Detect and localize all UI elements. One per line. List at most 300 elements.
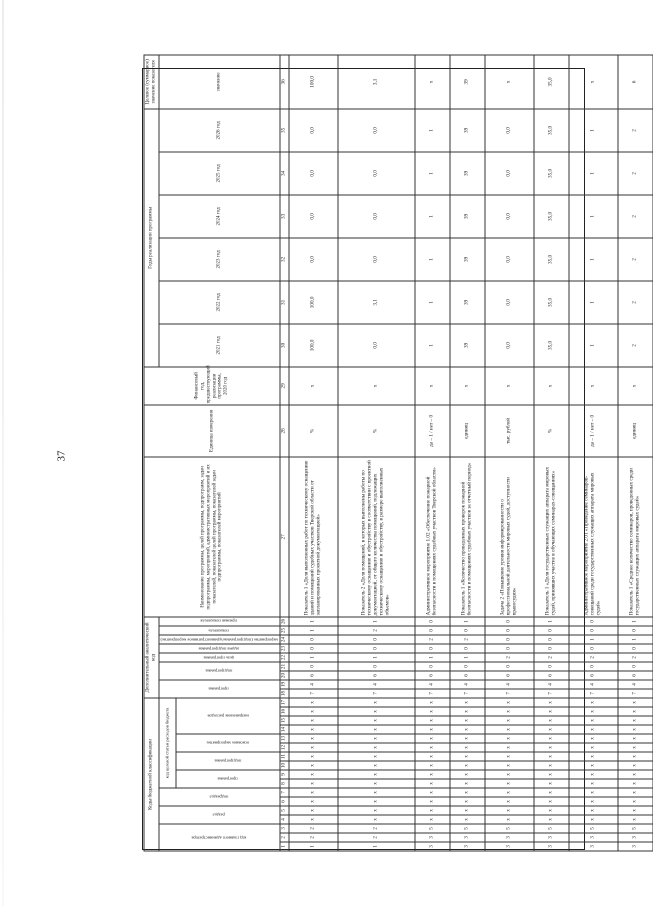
row-year-value: 35,0 — [533, 194, 568, 237]
column-number: 15 — [280, 716, 289, 725]
code-cell: x — [449, 707, 484, 716]
code-cell: x — [338, 752, 415, 761]
header-years: Годы реализации программы — [144, 108, 159, 366]
row-year-value: 1 — [414, 280, 449, 323]
row-unit: да – 1 / нет – 0 — [568, 404, 617, 456]
code-cell: 2 — [568, 653, 617, 662]
row-year-value: 1 — [414, 151, 449, 194]
code-cell: x — [533, 788, 568, 797]
code-cell: x — [568, 716, 617, 725]
column-number: 16 — [280, 707, 289, 716]
row-final-value: x — [568, 54, 617, 108]
code-cell: x — [338, 797, 415, 806]
header-year-2021: 2021 год — [158, 323, 280, 366]
code-cell: x — [484, 716, 533, 725]
code-cell: x — [289, 761, 338, 770]
code-cell: x — [414, 815, 449, 824]
row-year-value: 2 — [617, 108, 652, 151]
column-number: 32 — [280, 237, 289, 280]
column-number: 2 — [280, 833, 289, 842]
header-year-2026: 2026 год — [158, 108, 280, 151]
code-cell: x — [484, 806, 533, 815]
column-number: 14 — [280, 725, 289, 734]
code-cell: x — [289, 806, 338, 815]
code-cell: x — [484, 743, 533, 752]
code-cell: 6 — [533, 671, 568, 680]
row-year-value: 2 — [617, 194, 652, 237]
code-cell: x — [449, 806, 484, 815]
row-year-value: 0,0 — [484, 323, 533, 366]
code-cell: 1 — [449, 653, 484, 662]
code-cell: x — [484, 779, 533, 788]
header-csr: код целевой статьи расходов бюджета — [158, 698, 176, 788]
row-year-value: 0,0 — [338, 108, 415, 151]
code-cell: x — [338, 770, 415, 779]
row-year-value: 1 — [568, 237, 617, 280]
code-cell: x — [414, 743, 449, 752]
column-number: 31 — [280, 280, 289, 323]
row-year-value: 0,0 — [338, 151, 415, 194]
code-cell: 6 — [414, 671, 449, 680]
row-year-value: 39 — [449, 323, 484, 366]
row-year-value: 1 — [414, 108, 449, 151]
column-number: 3 — [280, 824, 289, 833]
code-cell: 1 — [289, 626, 338, 635]
code-cell: 2 — [533, 653, 568, 662]
column-number: 34 — [280, 151, 289, 194]
code-cell: 0 — [414, 626, 449, 635]
page-number: 37 — [55, 450, 68, 462]
code-cell: x — [414, 734, 449, 743]
code-cell: 3 — [617, 842, 652, 851]
code-cell: x — [617, 815, 652, 824]
header-csr-main-event: основное мероприятие — [176, 734, 280, 752]
row-year-value: 0,0 — [484, 194, 533, 237]
code-cell: x — [289, 716, 338, 725]
code-cell: 1 — [338, 616, 415, 625]
header-prog: программа — [158, 680, 280, 698]
row-year-value: 39 — [449, 151, 484, 194]
row-name: Задача 2 «Повышение уровня информированности о профессиональной деятельности мировых судей, доступности правосудия» — [484, 456, 533, 616]
code-cell: 6 — [484, 671, 533, 680]
code-cell: x — [338, 779, 415, 788]
column-number: 19 — [280, 680, 289, 689]
code-cell: x — [338, 716, 415, 725]
table-row — [289, 54, 338, 850]
row-year-value: 1 — [568, 194, 617, 237]
code-cell: x — [449, 725, 484, 734]
row-base-year: x — [617, 366, 652, 404]
code-cell: x — [617, 743, 652, 752]
row-year-value: 0,0 — [338, 237, 415, 280]
code-cell: x — [533, 815, 568, 824]
code-cell: x — [289, 752, 338, 761]
row-year-value: 0,0 — [484, 108, 533, 151]
code-cell: x — [617, 734, 652, 743]
code-cell: 7 — [414, 689, 449, 698]
code-cell: x — [533, 797, 568, 806]
code-cell: 0 — [289, 644, 338, 653]
header-additional-code: Дополнительный аналитический код — [144, 616, 159, 697]
code-cell: x — [568, 815, 617, 824]
code-cell: x — [414, 806, 449, 815]
code-cell: x — [338, 743, 415, 752]
code-cell: x — [617, 698, 652, 707]
table-body — [289, 54, 653, 850]
code-cell: x — [484, 707, 533, 716]
code-cell: 3 — [414, 842, 449, 851]
code-cell: x — [289, 788, 338, 797]
code-cell: x — [617, 716, 652, 725]
header-razdel: раздел — [158, 806, 280, 824]
code-cell: 3 — [617, 833, 652, 842]
row-base-year: x — [449, 366, 484, 404]
code-cell: x — [414, 716, 449, 725]
code-cell: 7 — [484, 689, 533, 698]
header-year-2022: 2022 год — [158, 280, 280, 323]
table-row — [449, 54, 484, 850]
code-cell: x — [617, 797, 652, 806]
code-cell: x — [449, 716, 484, 725]
code-cell: x — [289, 770, 338, 779]
table-row — [414, 54, 449, 850]
code-cell: 2 — [617, 653, 652, 662]
code-cell: 1 — [617, 635, 652, 644]
code-cell: 0 — [484, 635, 533, 644]
code-cell: 0 — [449, 626, 484, 635]
row-final-value: 35,0 — [533, 54, 568, 108]
column-number: 6 — [280, 797, 289, 806]
row-year-value: 35,0 — [533, 323, 568, 366]
code-cell: 4 — [289, 680, 338, 689]
code-cell: x — [568, 752, 617, 761]
table-row — [617, 54, 652, 850]
column-number: 20 — [280, 671, 289, 680]
code-cell: x — [533, 779, 568, 788]
code-cell: 0 — [289, 662, 338, 671]
code-cell: x — [484, 752, 533, 761]
code-cell: x — [289, 707, 338, 716]
row-year-value: 2 — [617, 280, 652, 323]
code-cell: 4 — [617, 680, 652, 689]
header-budget-classification: Коды бюджетной классификации — [144, 698, 159, 851]
code-cell: x — [414, 725, 449, 734]
code-cell: 4 — [414, 680, 449, 689]
code-cell: 1 — [289, 842, 338, 851]
code-cell: 3 — [568, 833, 617, 842]
row-year-value: 0,0 — [338, 194, 415, 237]
code-cell: x — [289, 797, 338, 806]
code-cell: x — [414, 797, 449, 806]
row-year-value: 2 — [617, 151, 652, 194]
code-cell: x — [338, 788, 415, 797]
column-number: 25 — [280, 626, 289, 635]
row-base-year: x — [414, 366, 449, 404]
code-cell: 0 — [289, 635, 338, 644]
header-task: задача подпрограммы — [158, 644, 280, 653]
row-final-value: x — [414, 54, 449, 108]
code-cell: x — [414, 752, 449, 761]
code-cell: 4 — [484, 680, 533, 689]
code-cell: x — [484, 788, 533, 797]
column-number: 23 — [280, 644, 289, 653]
column-number: 13 — [280, 734, 289, 743]
code-cell: 5 — [414, 824, 449, 833]
code-cell: x — [449, 788, 484, 797]
code-cell: 1 — [289, 616, 338, 625]
rotated-table-sheet — [142, 58, 640, 850]
row-base-year: x — [338, 366, 415, 404]
header-admin-code: код главного администратора — [158, 824, 280, 851]
code-cell: x — [533, 761, 568, 770]
column-number: 8 — [280, 779, 289, 788]
code-cell: x — [484, 797, 533, 806]
code-cell: 1 — [338, 842, 415, 851]
column-number: 26 — [280, 616, 289, 625]
header-subprog: подпрограмма — [158, 662, 280, 680]
code-cell: 4 — [449, 680, 484, 689]
header-final-sub: значение — [158, 54, 280, 108]
code-cell: 3 — [414, 833, 449, 842]
code-cell: 7 — [449, 689, 484, 698]
code-cell: 7 — [568, 689, 617, 698]
code-cell: 5 — [484, 824, 533, 833]
code-cell: x — [568, 743, 617, 752]
row-year-value: 39 — [449, 194, 484, 237]
row-year-value: 2 — [617, 237, 652, 280]
header-final-value: Целевое (суммарное) значение показателя — [144, 54, 159, 108]
code-cell: x — [289, 743, 338, 752]
code-cell: 0 — [484, 626, 533, 635]
code-cell: x — [533, 716, 568, 725]
header-csr-subprogram: подпрограмма — [176, 752, 280, 770]
row-base-year: x — [484, 366, 533, 404]
code-cell: 6 — [617, 671, 652, 680]
code-cell: x — [289, 815, 338, 824]
code-cell: x — [533, 698, 568, 707]
row-name: Показатель 1 «Доля государственных служащих аппарата мировых судей, принявших участие в обучающих семинарах-совещаниях» — [533, 456, 568, 616]
code-cell: 0 — [568, 662, 617, 671]
code-cell: x — [568, 770, 617, 779]
table-rotation-frame — [143, 58, 640, 851]
code-cell: 2 — [484, 653, 533, 662]
code-cell: 3 — [449, 842, 484, 851]
code-cell: 1 — [617, 616, 652, 625]
code-cell: x — [338, 815, 415, 824]
column-number: 17 — [280, 698, 289, 707]
table-row — [568, 54, 617, 850]
column-number: 7 — [280, 788, 289, 797]
column-number: 36 — [280, 54, 289, 108]
code-cell: 2 — [338, 833, 415, 842]
code-cell: 2 — [289, 833, 338, 842]
code-cell: x — [449, 797, 484, 806]
code-cell: 4 — [533, 680, 568, 689]
column-number: 9 — [280, 770, 289, 779]
row-final-value: 6 — [617, 54, 652, 108]
row-name: Показатель 1 «Доля выполненных работ по техническому оснащению зданий и помещений судебных участков Тверской области от запланированных проектной документацией» — [289, 456, 338, 616]
code-cell: x — [289, 779, 338, 788]
code-cell: x — [414, 770, 449, 779]
code-cell: x — [617, 761, 652, 770]
header-indicator-sign: признак показателя — [158, 616, 280, 625]
column-number: 12 — [280, 743, 289, 752]
row-name: Показатель 1 «Среднее количество семинаров, проведенных среди государственных служащих аппарата мировых судей» — [617, 456, 652, 616]
code-cell: 3 — [484, 842, 533, 851]
header-year-2025: 2025 год — [158, 151, 280, 194]
code-cell: 2 — [449, 635, 484, 644]
code-cell: x — [449, 752, 484, 761]
code-cell: 0 — [617, 626, 652, 635]
column-number: 21 — [280, 662, 289, 671]
code-cell: 0 — [533, 644, 568, 653]
row-year-value: 1 — [414, 237, 449, 280]
column-number: 27 — [280, 456, 289, 616]
code-cell: x — [414, 698, 449, 707]
row-base-year: x — [289, 366, 338, 404]
code-cell: 3 — [484, 833, 533, 842]
column-number: 24 — [280, 635, 289, 644]
code-cell: 0 — [568, 616, 617, 625]
code-cell: x — [617, 770, 652, 779]
row-unit: единиц — [449, 404, 484, 456]
code-cell: 2 — [289, 824, 338, 833]
row-year-value: 35,0 — [533, 108, 568, 151]
row-unit: единиц — [617, 404, 652, 456]
code-cell: x — [338, 761, 415, 770]
code-cell: x — [449, 734, 484, 743]
code-cell: x — [617, 779, 652, 788]
code-cell: x — [449, 779, 484, 788]
header-name: Наименование программы, целей программы, подпрограмм, задач подпрограммы, мероприятий, административных мероприятий и их показателей, показателей целей программы, показателей задач подпрограммы, показателей мероприятий — [144, 456, 280, 616]
row-final-value: 100,0 — [289, 54, 338, 108]
table-row — [533, 54, 568, 850]
column-number: 33 — [280, 194, 289, 237]
code-cell: x — [568, 761, 617, 770]
row-year-value: 39 — [449, 108, 484, 151]
code-cell: x — [449, 815, 484, 824]
code-cell: x — [338, 806, 415, 815]
code-cell: 6 — [338, 671, 415, 680]
row-year-value: 1 — [414, 194, 449, 237]
code-cell: 7 — [289, 689, 338, 698]
row-unit: тыс. рублей — [484, 404, 533, 456]
header-row-1 — [144, 54, 159, 850]
code-cell: 1 — [449, 616, 484, 625]
code-cell: x — [533, 752, 568, 761]
code-cell: 0 — [414, 662, 449, 671]
header-event: мероприятие (подпрограммы/административное мероприятие) — [158, 635, 280, 644]
column-number: 18 — [280, 689, 289, 698]
header-goal: цель программы — [158, 653, 280, 662]
code-cell: x — [414, 779, 449, 788]
code-cell: 0 — [484, 662, 533, 671]
code-cell: 3 — [533, 842, 568, 851]
code-cell: x — [449, 743, 484, 752]
code-cell: 0 — [533, 626, 568, 635]
column-number: 35 — [280, 108, 289, 151]
code-cell: 5 — [533, 824, 568, 833]
code-cell: x — [617, 752, 652, 761]
code-cell: x — [617, 806, 652, 815]
code-cell: 0 — [617, 644, 652, 653]
code-cell: 5 — [617, 824, 652, 833]
code-cell: x — [338, 725, 415, 734]
column-number: 11 — [280, 752, 289, 761]
code-cell: x — [414, 707, 449, 716]
code-cell: 6 — [289, 671, 338, 680]
code-cell: 2 — [338, 626, 415, 635]
code-cell: 6 — [568, 671, 617, 680]
row-final-value: x — [484, 54, 533, 108]
code-cell: x — [484, 734, 533, 743]
row-base-year: x — [533, 366, 568, 404]
code-cell: x — [533, 770, 568, 779]
header-indicator: показатель — [158, 626, 280, 635]
code-cell: x — [533, 743, 568, 752]
code-cell: x — [289, 698, 338, 707]
row-year-value: 1 — [568, 323, 617, 366]
code-cell: 0 — [338, 644, 415, 653]
row-final-value: 3,1 — [338, 54, 415, 108]
code-cell: x — [617, 725, 652, 734]
code-cell: 0 — [414, 616, 449, 625]
header-year-2023: 2023 год — [158, 237, 280, 280]
table-row — [338, 54, 415, 850]
code-cell: 2 — [414, 635, 449, 644]
table-row — [484, 54, 533, 850]
code-cell: 7 — [338, 689, 415, 698]
code-cell: x — [414, 788, 449, 797]
column-number: 29 — [280, 366, 289, 404]
row-year-value: 0,0 — [289, 151, 338, 194]
header-year-2024: 2024 год — [158, 194, 280, 237]
code-cell: x — [568, 734, 617, 743]
code-cell: 0 — [617, 662, 652, 671]
code-cell: 5 — [568, 824, 617, 833]
row-year-value: 39 — [449, 237, 484, 280]
column-number: 30 — [280, 323, 289, 366]
row-year-value: 1 — [414, 323, 449, 366]
row-year-value: 2 — [617, 323, 652, 366]
code-cell: x — [484, 770, 533, 779]
header-podrazdel: подраздел — [158, 788, 280, 806]
code-cell: x — [449, 698, 484, 707]
code-cell: x — [568, 725, 617, 734]
code-cell: 1 — [338, 653, 415, 662]
code-cell: 1 — [568, 635, 617, 644]
code-cell: x — [568, 707, 617, 716]
code-cell: x — [289, 734, 338, 743]
code-cell: x — [533, 734, 568, 743]
code-cell: 0 — [533, 635, 568, 644]
code-cell: x — [533, 707, 568, 716]
row-unit: % — [338, 404, 415, 456]
program-indicators-table — [143, 54, 653, 851]
row-year-value: 1 — [568, 108, 617, 151]
code-cell: x — [338, 734, 415, 743]
column-number: 22 — [280, 653, 289, 662]
code-cell: 4 — [568, 680, 617, 689]
code-cell: 0 — [449, 644, 484, 653]
code-cell: 0 — [568, 644, 617, 653]
row-unit: % — [289, 404, 338, 456]
row-year-value: 1 — [568, 151, 617, 194]
code-cell: x — [568, 806, 617, 815]
code-cell: x — [338, 707, 415, 716]
header-csr-direction: направление расходов — [176, 698, 280, 734]
code-cell: x — [414, 761, 449, 770]
